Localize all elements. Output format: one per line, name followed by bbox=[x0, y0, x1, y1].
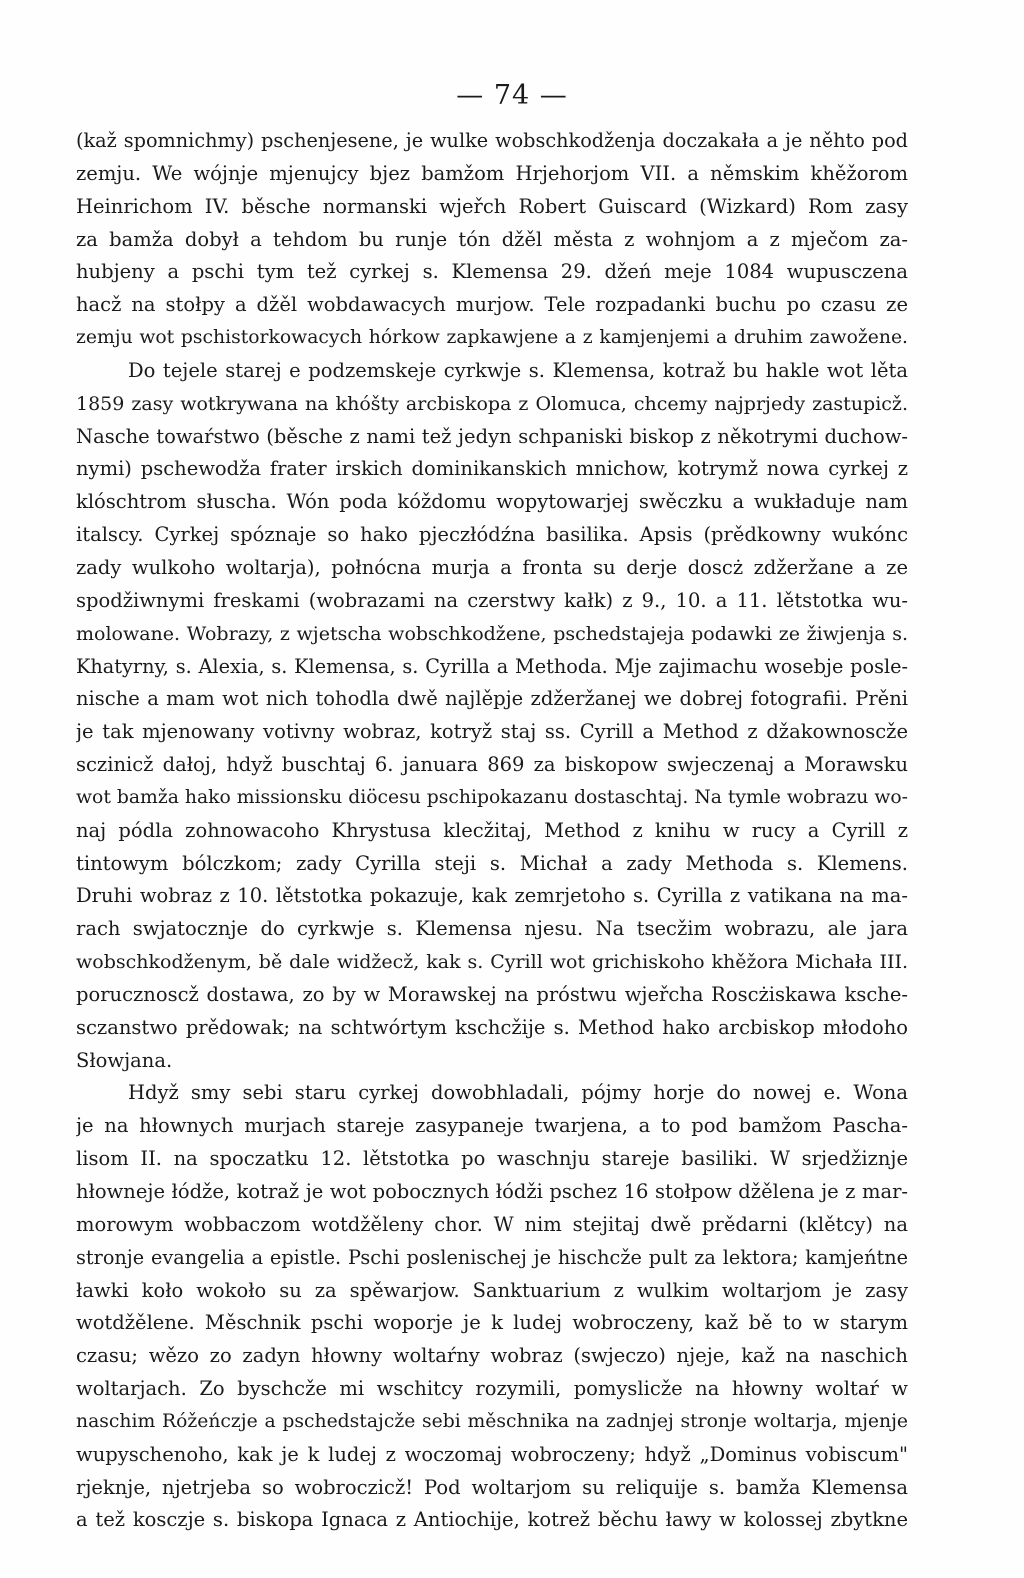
text-line: hacž na stołpy a džěl wobdawacych murjow. Tele rozpadanki buchu po czasu ze bbox=[76, 293, 908, 317]
text-line: wot bamža hako missionsku diöcesu pschipokazanu dostaschtaj. Na tymle wobrazu wo- bbox=[76, 786, 908, 808]
text-line: klóschtrom słuscha. Wón poda kóždomu wopytowarjej swěczku a wukładuje nam bbox=[76, 490, 908, 514]
text-line: za bamža dobył a tehdom bu runje tón džěl města z wohnjom a z mječom za- bbox=[76, 227, 908, 251]
text-line: wupyschenoho, kak je k ludej z woczomaj wobroczeny; hdyž „Dominus vobiscum" bbox=[76, 1442, 908, 1466]
text-line: zady wulkoho woltarja), połnócna murja a fronta su derje doscż zdžeržane a ze bbox=[76, 555, 908, 579]
text-line: woltarjach. Zo byschcže mi wschitcy rozymili, pomyslicže na hłowny woltaŕ w bbox=[76, 1377, 908, 1401]
text-line: zemju. We wójnje mjenujcy bjez bamžom Hrjehorjom VII. a němskim khěžorom bbox=[76, 161, 908, 185]
text-line: Heinrichom IV. běsche normanski wjeřch Robert Guiscard (Wizkard) Rom zasy bbox=[76, 194, 908, 218]
text-line: hubjeny a pschi tym tež cyrkej s. Klemensa 29. džeń meje 1084 wupusczena bbox=[76, 260, 908, 284]
text-line: ławki koło wokoło su za spěwarjow. Sanktuarium z wulkim woltarjom je zasy bbox=[76, 1278, 908, 1302]
text-line: Hdyž smy sebi staru cyrkej dowobhladali, pójmy horje do nowej e. Wona bbox=[128, 1081, 908, 1105]
text-line: Khatyrny, s. Alexia, s. Klemensa, s. Cyrilla a Methoda. Mje zajimachu wosebje posle- bbox=[76, 654, 908, 678]
text-line: morowym wobbaczom wotdžěleny chor. W nim stejitaj dwě prědarni (klětcy) na bbox=[76, 1212, 908, 1236]
text-line: nymi) pschewodža frater irskich dominikanskich mnichow, kotrymž nowa cyrkej z bbox=[76, 457, 908, 481]
body-text bbox=[76, 125, 908, 1537]
text-line: wobschkodženym, bě dale widžecž, kak s. Cyrill wot grichiskoho khěžora Michała III. bbox=[76, 951, 908, 974]
text-line: 1859 zasy wotkrywana na khóšty arcbiskopa z Olomuca, chcemy najprjedy zastupicž. bbox=[76, 392, 908, 415]
text-line: porucznoscž dostawa, zo by w Morawskej na próstwu wjeřcha Roscżiskawa ksche- bbox=[76, 982, 908, 1006]
text-line: czasu; wězo zo zadyn hłowny woltaŕny wobraz (swjeczo) njeje, kaž na naschich bbox=[76, 1344, 908, 1368]
text-line: je tak mjenowany votivny wobraz, kotryž staj ss. Cyrill a Method z džakownoscže bbox=[76, 720, 908, 744]
page-number: — 74 — bbox=[456, 80, 568, 111]
text-line: molowane. Wobrazy, z wjetscha wobschkodžene, pschedstajeja podawki ze žiwjenja s. bbox=[76, 622, 908, 645]
text-line: Słowjana. bbox=[76, 1048, 173, 1072]
text-line: naschim Róžeńczje a pschedstajcže sebi měschnika na zadnjej stronje woltarja, mjenje bbox=[76, 1410, 908, 1432]
text-line: (kaž spomnichmy) pschenjesene, je wulke wobschkodženja doczakała a je něhto pod bbox=[76, 129, 908, 152]
text-line: nische a mam wot nich tohodla dwě najlěpje zdžeržanej we dobrej fotografii. Prěni bbox=[76, 687, 908, 711]
text-line: italscy. Cyrkej spóznaje so hako pjeczłódźna basilika. Apsis (prědkowny wukónc bbox=[76, 523, 908, 547]
text-line: spodžiwnymi freskami (wobrazami na czerstwy kałk) z 9., 10. a 11. lětstotka wu- bbox=[76, 588, 908, 612]
text-line: hłowneje łódže, kotraž je wot pobocznych łódži pschez 16 stołpow džělena je z mar- bbox=[76, 1180, 908, 1203]
text-line: zemju wot pschistorkowacych hórkow zapkawjene a z kamjenjemi a druhim zawožene. bbox=[76, 327, 908, 349]
text-line: sczinicž dałoj, hdyž buschtaj 6. januara 869 za biskopow swjeczenaj a Morawsku bbox=[76, 753, 908, 777]
text-line: tintowym bólczkom; zady Cyrilla steji s. Michał a zady Methoda s. Klemens. bbox=[76, 851, 908, 875]
text-line: naj pódla zohnowacoho Khrystusa klecžitaj, Method z knihu w rucy a Cyrill z bbox=[76, 818, 908, 842]
text-line: Do tejele starej e podzemskeje cyrkwje s. Klemensa, kotraž bu hakle wot lěta bbox=[128, 358, 908, 382]
text-line: sczanstwo prědowak; na schtwórtym kschcžije s. Method hako arcbiskop młodoho bbox=[76, 1015, 908, 1039]
text-line: a tež kosczje s. biskopa Ignaca z Antiochije, kotrež běchu ławy w kolossej zbytkne bbox=[76, 1508, 908, 1532]
text-line: lisom II. na spoczatku 12. lětstotka po waschnju stareje basiliki. W srjedžiznje bbox=[76, 1147, 908, 1171]
text-line: wotdžělene. Měschnik pschi woporje je k ludej wobroczeny, kaž bě to w starym bbox=[76, 1311, 908, 1335]
text-line: Druhi wobraz z 10. lětstotka pokazuje, kak zemrjetoho s. Cyrilla z vatikana na ma- bbox=[76, 884, 908, 908]
text-line: je na hłownych murjach stareje zasypaneje twarjena, a to pod bamžom Pascha- bbox=[76, 1114, 908, 1138]
text-line: stronje evangelia a epistle. Pschi poslenischej je hischcže pult za lektora; kamjeńtne bbox=[76, 1245, 908, 1269]
text-line: rjeknje, njetrjeba so wobroczicž! Pod woltarjom su reliquije s. bamža Klemensa bbox=[76, 1475, 908, 1499]
text-line: rach swjatocznje do cyrkwje s. Klemensa njesu. Na tsecžim wobrazu, ale jara bbox=[76, 917, 908, 941]
text-line: Nasche towaŕstwo (běsche z nami tež jedyn schpaniski biskop z někotrymi duchow- bbox=[76, 424, 908, 448]
